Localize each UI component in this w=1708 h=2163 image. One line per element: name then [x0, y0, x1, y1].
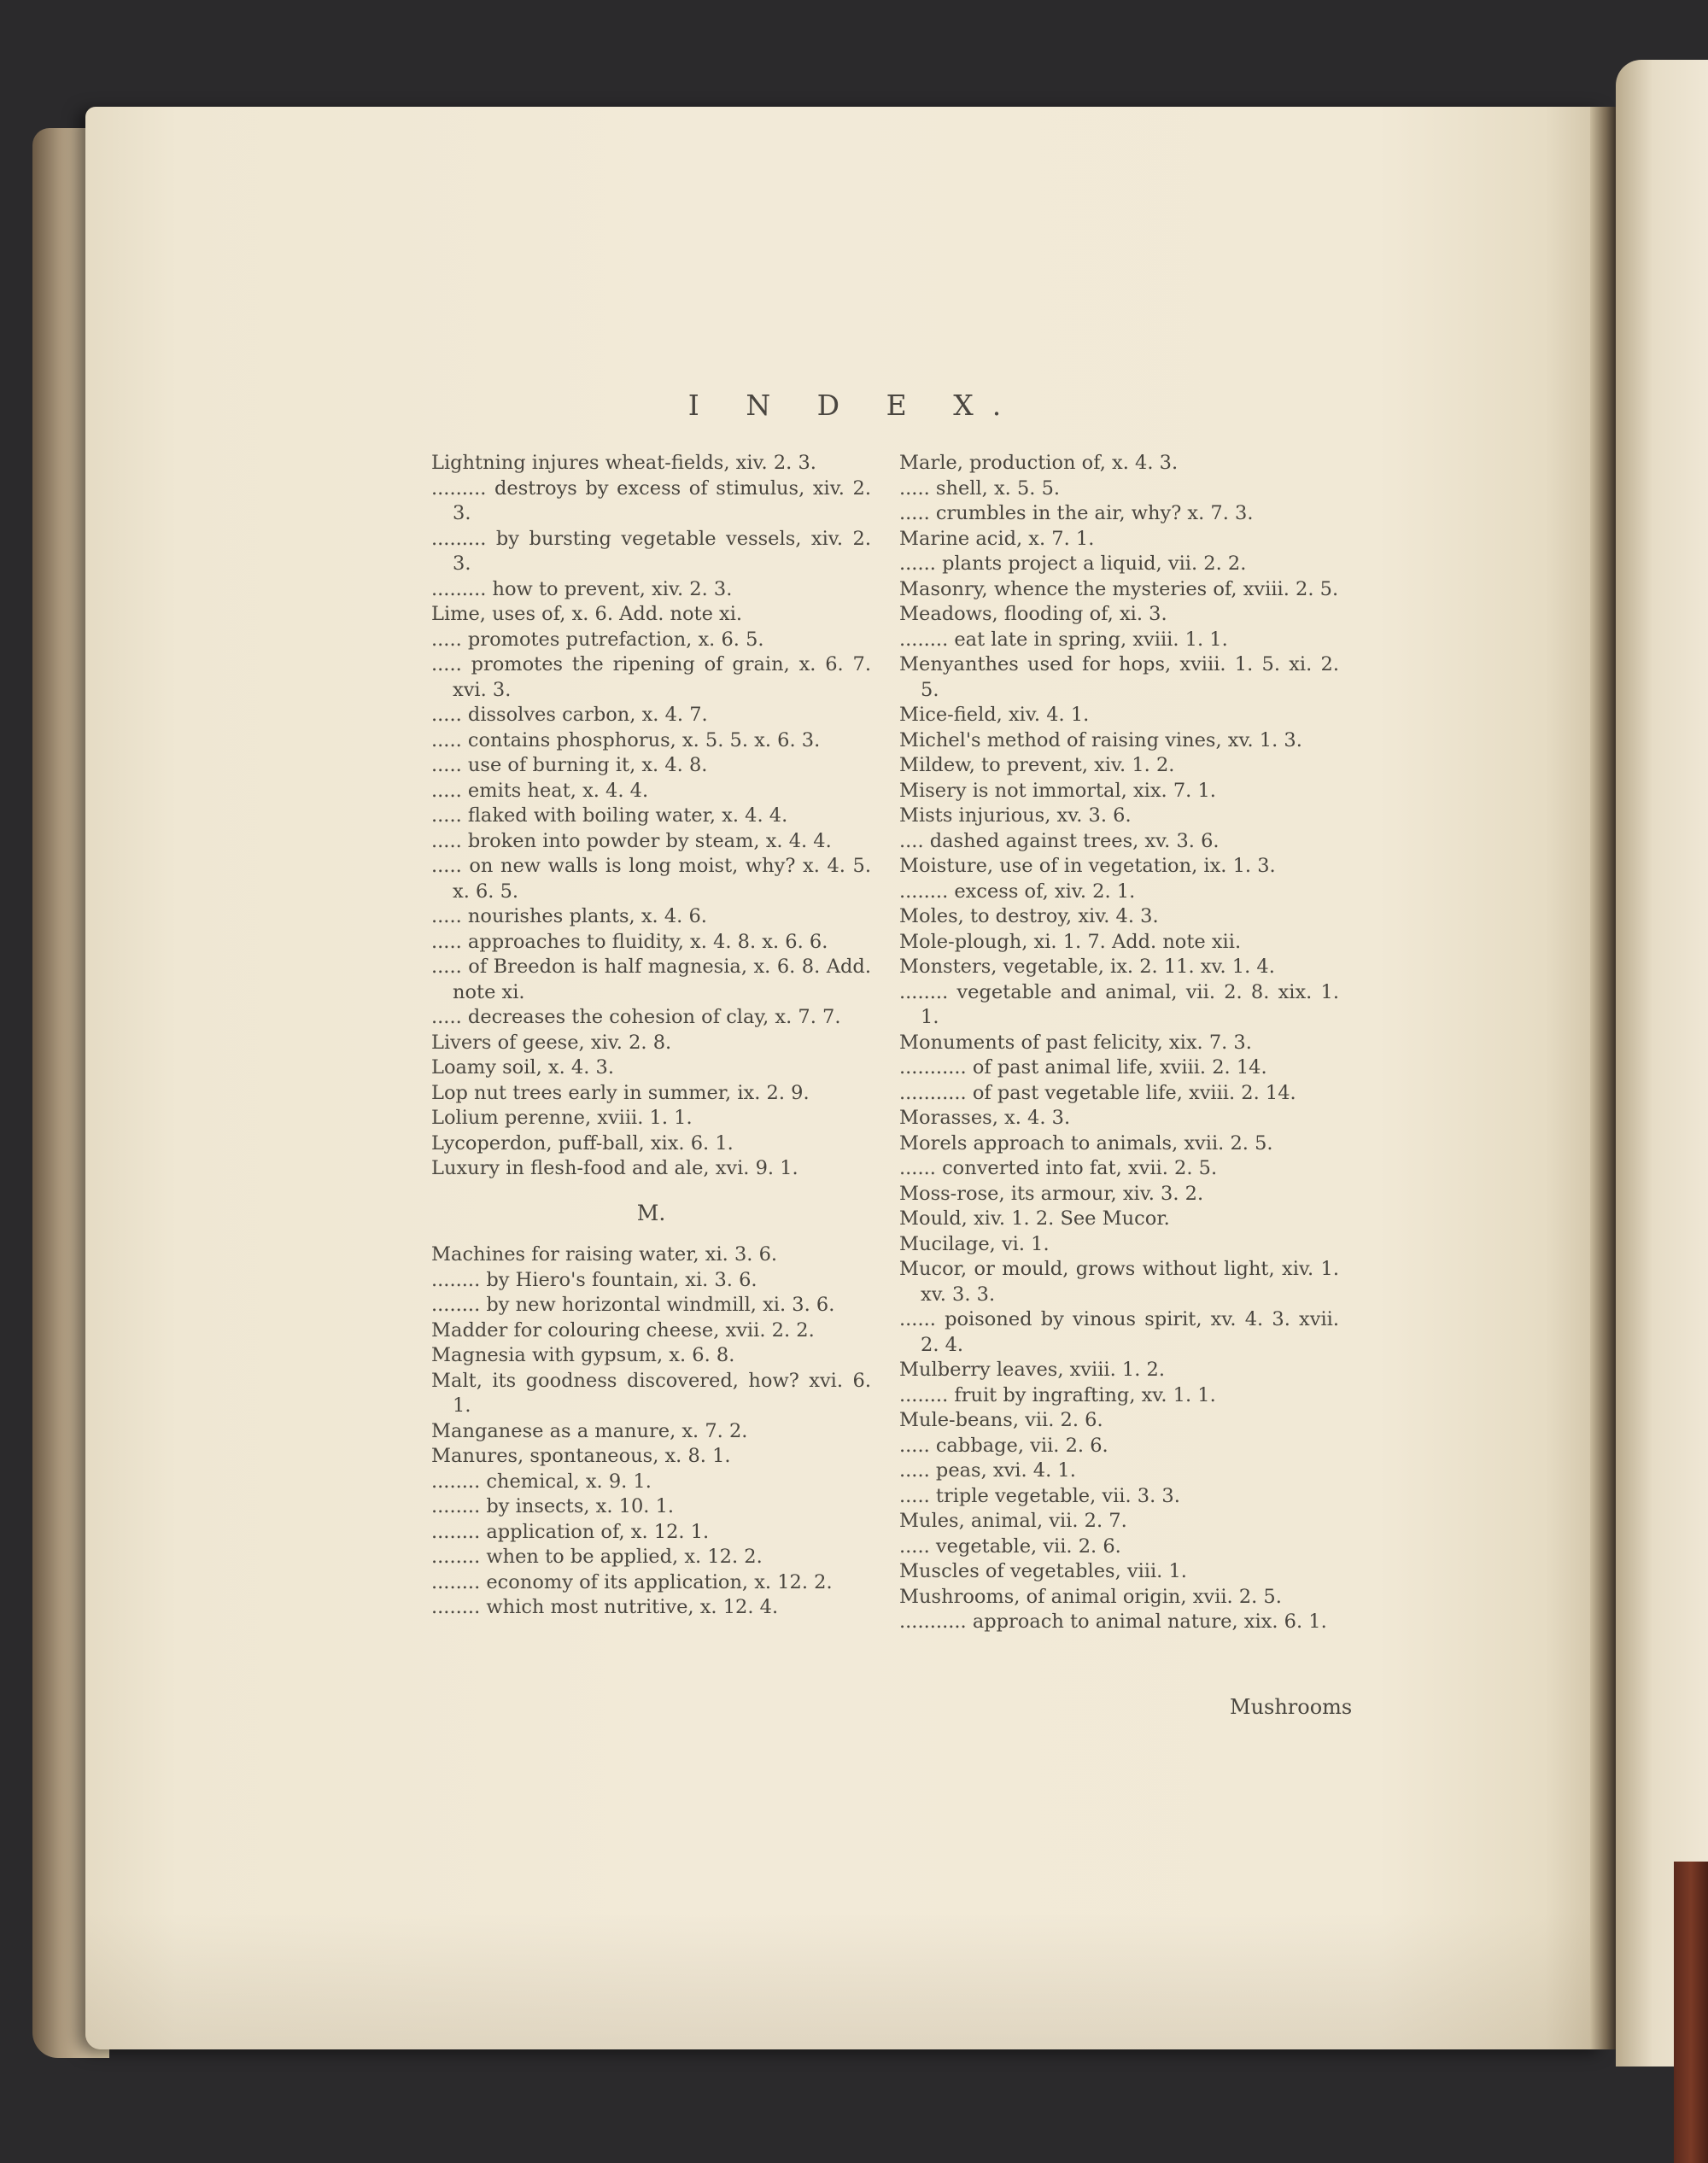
index-entries-m: [431, 1242, 871, 1621]
index-entry: Lime, uses of, x. 6. Add. note xi.: [431, 603, 743, 625]
index-entry: .... dashed against trees, xv. 3. 6.: [899, 829, 1220, 852]
index-entry: Moisture, use of in vegetation, ix. 1. 3.: [899, 855, 1276, 877]
index-entry: Mice-field, xiv. 4. 1.: [899, 704, 1090, 726]
index-entry: Mulberry leaves, xviii. 1. 2.: [899, 1359, 1166, 1381]
index-entry: Mule-beans, vii. 2. 6.: [899, 1409, 1103, 1431]
index-entry: ...... poisoned by vinous spirit, xv. 4. 3. xvii. 2. 4.: [899, 1308, 1339, 1356]
index-entry: ..... approaches to fluidity, x. 4. 8. x. 6. 6.: [431, 930, 828, 953]
index-entry: Misery is not immortal, xix. 7. 1.: [899, 779, 1216, 802]
index-entry: ........ by Hiero's fountain, xi. 3. 6.: [431, 1268, 757, 1291]
index-column-left: [431, 451, 871, 1621]
index-entry: Lightning injures wheat-fields, xiv. 2. 3.: [431, 452, 816, 474]
index-entry: ........ by insects, x. 10. 1.: [431, 1495, 675, 1517]
index-entry: ........ application of, x. 12. 1.: [431, 1520, 710, 1543]
index-entry: ......... destroys by excess of stimulus, xiv. 2. 3.: [431, 476, 871, 524]
index-entry: Lycoperdon, puff-ball, xix. 6. 1.: [431, 1131, 734, 1155]
index-entry: ........... of past animal life, xviii. 2. 14.: [899, 1056, 1267, 1079]
index-entry: Masonry, whence the mysteries of, xviii. 2. 5.: [899, 577, 1339, 600]
index-entry: Livers of geese, xiv. 2. 8.: [431, 1031, 672, 1054]
index-entry: Monuments of past felicity, xix. 7. 3.: [899, 1031, 1252, 1054]
index-entry: ..... of Breedon is half magnesia, x. 6. 8. Add. note xi.: [431, 956, 871, 1003]
section-letter-heading: M.: [636, 1200, 666, 1225]
index-entry: ..... decreases the cohesion of clay, x. 7. 7.: [431, 1006, 841, 1028]
index-entry: Moss-rose, its armour, xiv. 3. 2.: [899, 1182, 1204, 1205]
index-entry: ........ when to be applied, x. 12. 2.: [431, 1546, 763, 1568]
index-entry: ..... vegetable, vii. 2. 6.: [899, 1535, 1121, 1558]
index-entry: Loamy soil, x. 4. 3.: [431, 1056, 614, 1079]
index-entry: ........ fruit by ingrafting, xv. 1. 1.: [899, 1383, 1216, 1406]
index-entry: ..... use of burning it, x. 4. 8.: [431, 754, 708, 776]
index-entry: ..... emits heat, x. 4. 4.: [431, 779, 649, 802]
binding-cover-edge: [1674, 1862, 1708, 2163]
page-shadow: [85, 1913, 1606, 2049]
catchword: Mushrooms: [1230, 1695, 1353, 1719]
index-entry: Mists injurious, xv. 3. 6.: [899, 804, 1132, 827]
index-entry: Marle, production of, x. 4. 3.: [899, 452, 1179, 474]
index-entry: Mules, animal, vii. 2. 7.: [899, 1510, 1127, 1532]
index-entry: ..... dissolves carbon, x. 4. 7.: [431, 704, 708, 726]
index-entry: Malt, its goodness discovered, how? xvi. 6. 1.: [431, 1369, 871, 1417]
index-entry: ........... of past vegetable life, xviii. 2. 14.: [899, 1081, 1296, 1104]
index-entry: Luxury in flesh-food and ale, xvi. 9. 1.: [431, 1157, 798, 1179]
index-entry: ..... triple vegetable, vii. 3. 3.: [899, 1484, 1180, 1507]
index-entry: Morels approach to animals, xvii. 2. 5.: [899, 1131, 1273, 1155]
index-entry: ..... peas, xvi. 4. 1.: [899, 1459, 1076, 1482]
index-entry: Magnesia with gypsum, x. 6. 8.: [431, 1344, 735, 1366]
facing-page-edge: [1616, 60, 1708, 2067]
index-entry: ........ eat late in spring, xviii. 1. 1.: [899, 628, 1228, 651]
index-entry: ...... converted into fat, xvii. 2. 5.: [899, 1157, 1218, 1179]
index-entry: Mushrooms, of animal origin, xvii. 2. 5.: [899, 1585, 1282, 1608]
index-entry: Marine acid, x. 7. 1.: [899, 527, 1095, 550]
index-entry: Mucilage, vi. 1.: [899, 1232, 1050, 1255]
index-entry: ........... approach to animal nature, xix. 6. 1.: [899, 1611, 1327, 1633]
index-entry: Mole-plough, xi. 1. 7. Add. note xii.: [899, 930, 1242, 953]
index-entry: ..... nourishes plants, x. 4. 6.: [431, 905, 707, 927]
index-entry: Machines for raising water, xi. 3. 6.: [431, 1243, 778, 1266]
index-entry: Morasses, x. 4. 3.: [899, 1107, 1071, 1129]
index-entry: Muscles of vegetables, viii. 1.: [899, 1560, 1187, 1582]
index-entry: ........ excess of, xiv. 2. 1.: [899, 880, 1136, 903]
index-entry: ..... cabbage, vii. 2. 6.: [899, 1434, 1108, 1457]
index-entry: ..... promotes the ripening of grain, x. 6. 7. xvi. 3.: [431, 653, 871, 701]
index-entries-m-continued: [899, 451, 1339, 1635]
index-entry: ..... contains phosphorus, x. 5. 5. x. 6. 3.: [431, 728, 821, 751]
index-entry: ..... on new walls is long moist, why? x. 4. 5. x. 6. 5.: [431, 855, 871, 903]
index-entry: ......... how to prevent, xiv. 2. 3.: [431, 577, 733, 600]
index-entry: ......... by bursting vegetable vessels, xiv. 2. 3.: [431, 527, 871, 575]
index-entry: Lolium perenne, xviii. 1. 1.: [431, 1107, 693, 1129]
index-entry: ........ chemical, x. 9. 1.: [431, 1470, 652, 1493]
index-entry: ..... shell, x. 5. 5.: [899, 476, 1061, 500]
index-entry: ..... broken into powder by steam, x. 4. 4.: [431, 829, 832, 852]
index-entry: ........ by new horizontal windmill, xi. 3. 6.: [431, 1294, 835, 1316]
index-entry: Manures, spontaneous, x. 8. 1.: [431, 1445, 731, 1467]
index-entry: ........ economy of its application, x. 12. 2.: [431, 1570, 833, 1593]
index-entry: Michel's method of raising vines, xv. 1. 3.: [899, 728, 1302, 751]
index-entry: ..... promotes putrefaction, x. 6. 5.: [431, 628, 764, 651]
index-entry: Mildew, to prevent, xiv. 1. 2.: [899, 754, 1175, 776]
index-entry: ..... flaked with boiling water, x. 4. 4.: [431, 804, 788, 827]
index-entry: Moles, to destroy, xiv. 4. 3.: [899, 905, 1159, 927]
index-entry: ........ which most nutritive, x. 12. 4.: [431, 1596, 779, 1618]
index-entry: ..... crumbles in the air, why? x. 7. 3.: [899, 502, 1254, 524]
index-entry: Mould, xiv. 1. 2. See Mucor.: [899, 1207, 1170, 1230]
index-column-right: [899, 451, 1339, 1635]
index-entry: ...... plants project a liquid, vii. 2. 2.: [899, 552, 1247, 575]
index-entry: Monsters, vegetable, ix. 2. 11. xv. 1. 4.: [899, 956, 1275, 978]
index-entry: Menyanthes used for hops, xviii. 1. 5. xi. 2. 5.: [899, 653, 1339, 701]
index-entry: Lop nut trees early in summer, ix. 2. 9.: [431, 1081, 810, 1104]
index-entry: Madder for colouring cheese, xvii. 2. 2.: [431, 1318, 815, 1342]
index-entry: ........ vegetable and animal, vii. 2. 8. xix. 1. 1.: [899, 980, 1339, 1028]
index-entries-l: [431, 451, 871, 1182]
index-entry: Manganese as a manure, x. 7. 2.: [431, 1419, 748, 1442]
page-title: I N D E X.: [687, 389, 1021, 422]
index-entry: Mucor, or mould, grows without light, xiv. 1. xv. 3. 3.: [899, 1258, 1339, 1306]
index-entry: Meadows, flooding of, xi. 3.: [899, 603, 1167, 625]
